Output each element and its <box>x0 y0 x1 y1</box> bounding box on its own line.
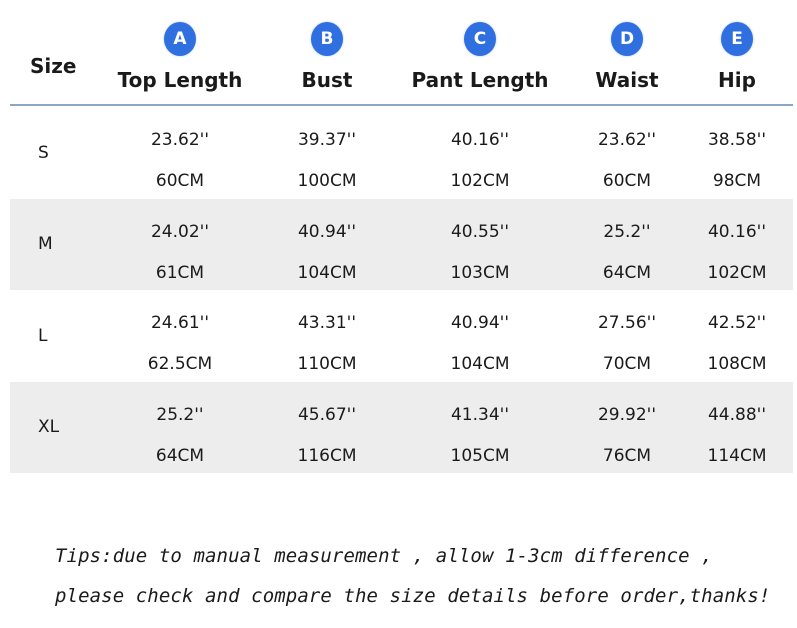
hip-inch: 40.16'' <box>707 221 766 242</box>
column-label-hip: Hip <box>718 68 756 92</box>
bust-cm: 110CM <box>297 354 357 374</box>
pant-length-cm: 103CM <box>450 262 510 283</box>
pant-length-inch: 41.34'' <box>450 404 509 425</box>
badge-c: C <box>464 22 496 56</box>
size-chart-header <box>0 0 797 105</box>
tips-line-2: please check and compare the size details before order,thanks! <box>55 585 771 607</box>
top-length-inch: 24.61'' <box>150 313 209 333</box>
badge-a: A <box>164 22 196 56</box>
waist-inch: 25.2'' <box>603 221 651 242</box>
hip-inch: 38.58'' <box>707 130 766 150</box>
size-column-title: Size <box>30 54 77 78</box>
size-cell: L <box>38 325 48 346</box>
table-row-s <box>10 107 793 199</box>
waist-inch: 29.92'' <box>597 404 656 425</box>
size-cell: S <box>38 142 49 163</box>
badge-e: E <box>721 22 753 56</box>
badge-d: D <box>611 22 643 56</box>
bust-inch: 43.31'' <box>297 313 356 333</box>
bust-cm: 104CM <box>297 262 357 283</box>
pant-length-cm: 102CM <box>450 171 510 191</box>
column-header-pant-length <box>400 22 560 92</box>
top-length-cm: 62.5CM <box>147 354 213 374</box>
size-table <box>10 107 793 473</box>
hip-cm: 102CM <box>707 262 767 283</box>
badge-b: B <box>311 22 343 56</box>
waist-cm: 76CM <box>602 445 652 466</box>
pant-length-inch: 40.55'' <box>450 221 509 242</box>
tips-line-1: Tips:due to manual measurement , allow 1-3cm difference , <box>55 545 713 567</box>
size-cell: M <box>38 234 53 255</box>
header-divider <box>10 104 793 106</box>
hip-cm: 114CM <box>707 445 767 466</box>
hip-inch: 44.88'' <box>707 404 766 425</box>
column-label-bust: Bust <box>301 68 353 92</box>
pant-length-inch: 40.16'' <box>450 130 509 150</box>
pant-length-cm: 105CM <box>450 445 510 466</box>
bust-inch: 40.94'' <box>297 221 356 242</box>
size-cell: XL <box>38 417 60 438</box>
bust-inch: 39.37'' <box>297 130 356 150</box>
column-header-bust <box>247 22 407 92</box>
top-length-cm: 60CM <box>155 171 205 191</box>
pant-length-inch: 40.94'' <box>450 313 509 333</box>
column-label-pant-length: Pant Length <box>411 68 549 92</box>
column-label-top-length: Top Length <box>117 68 243 92</box>
top-length-inch: 25.2'' <box>156 404 204 425</box>
table-row-m <box>10 199 793 291</box>
waist-cm: 64CM <box>602 262 652 283</box>
waist-cm: 60CM <box>602 171 652 191</box>
table-row-xl <box>10 382 793 474</box>
top-length-inch: 24.02'' <box>150 221 209 242</box>
top-length-inch: 23.62'' <box>150 130 209 150</box>
column-header-hip <box>657 22 797 92</box>
hip-inch: 42.52'' <box>707 313 766 333</box>
waist-inch: 27.56'' <box>597 313 656 333</box>
bust-cm: 116CM <box>297 445 357 466</box>
bust-cm: 100CM <box>297 171 357 191</box>
waist-inch: 23.62'' <box>597 130 656 150</box>
top-length-cm: 61CM <box>155 262 205 283</box>
waist-cm: 70CM <box>602 354 652 374</box>
table-row-l <box>10 290 793 382</box>
hip-cm: 98CM <box>712 171 762 191</box>
pant-length-cm: 104CM <box>450 354 510 374</box>
hip-cm: 108CM <box>707 354 767 374</box>
bust-inch: 45.67'' <box>297 404 356 425</box>
column-label-waist: Waist <box>595 68 659 92</box>
column-header-top-length <box>100 22 260 92</box>
top-length-cm: 64CM <box>155 445 205 466</box>
